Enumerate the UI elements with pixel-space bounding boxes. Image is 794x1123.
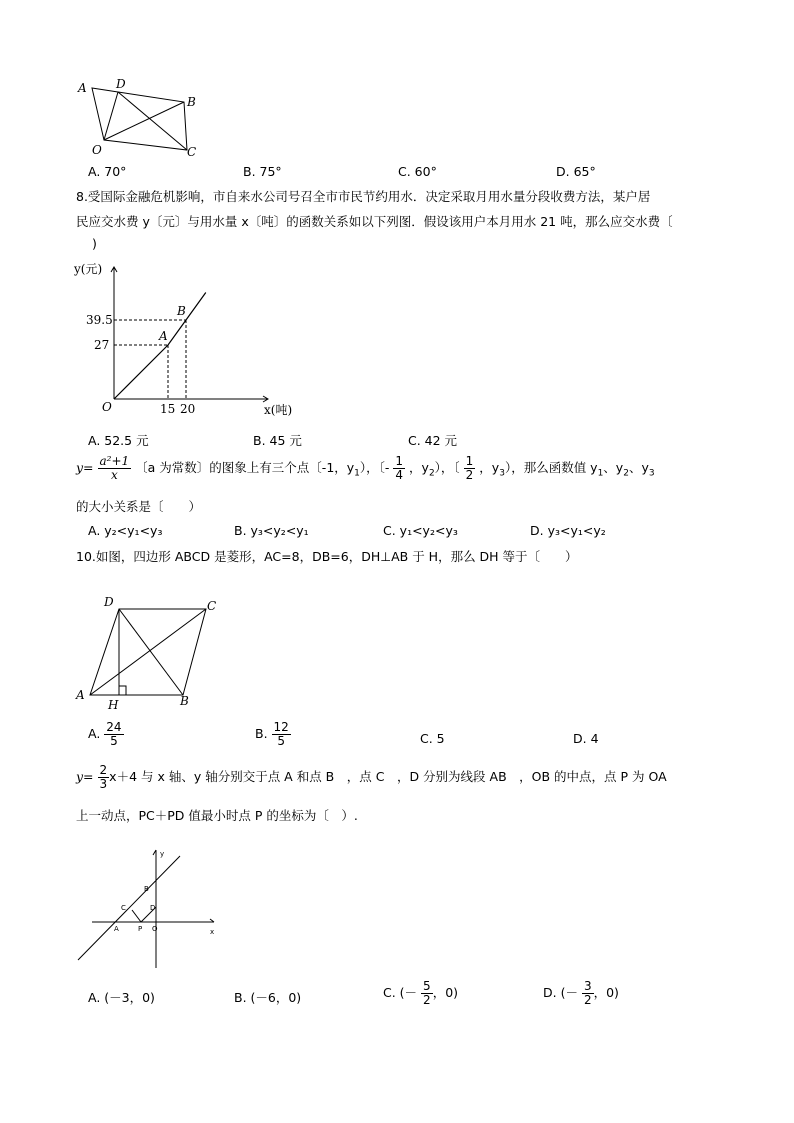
q11-label-o: O (152, 925, 158, 933)
q9-fraction-half: $\frac{1}{2}$ (465, 454, 474, 482)
q7-option-d[interactable]: D. 65° (556, 164, 596, 179)
q10-label-h: H (108, 698, 119, 712)
q10-option-a[interactable]: A. $\frac{24}{5}$ (88, 720, 122, 748)
origin-label: O (102, 400, 112, 414)
q9-fraction: $\frac{\text{a²+1}}{x}$ (99, 454, 130, 482)
q10-stem: 10.如图，四边形 ABCD 是菱形，AC=8，DB=6，DH⊥AB 于 H，那么 DH 等于〔 ） (76, 549, 578, 564)
q11-label-y: y (160, 850, 165, 858)
q11-label-x: x (210, 928, 215, 936)
q9-option-c[interactable]: C. y₁<y₂<y₃ (383, 523, 458, 538)
q9-y-eq: y= (76, 460, 94, 475)
q8-chart (70, 255, 310, 425)
q10-label-d: D (104, 595, 114, 609)
q8-option-a[interactable]: A. 52.5 元 (88, 433, 149, 448)
q8-stem-line2: 民应交水费 y〔元〕与用水量 x〔吨〕的函数关系如以下列图．假设该用户本月用水 21 吨，那么应交水费〔 (76, 214, 673, 229)
q11-stem-line2: 上一动点，PC＋PD 值最小时点 P 的坐标为〔 ）. (76, 808, 358, 823)
point-label-a: A (159, 329, 168, 343)
q9-option-d[interactable]: D. y₃<y₁<y₂ (530, 523, 606, 538)
y-tick-39-5: 39.5 (86, 313, 113, 327)
q11-option-a[interactable]: A. (－3，0) (88, 990, 155, 1005)
q11-label-d: D (150, 904, 156, 912)
q11-option-c[interactable]: C. (－ $\frac{5}{2}$ ，0) (383, 979, 459, 1007)
q9-fraction-quarter: $\frac{1}{4}$ (395, 454, 404, 482)
q7-label-d: D (116, 77, 126, 91)
y-axis-label: y(元) (74, 262, 103, 276)
q7-label-o: O (92, 143, 102, 157)
point-label-b: B (177, 304, 186, 318)
q9-stem-line1: y= $\frac{\text{a²+1}}{x}$ 〔a 为常数〕的图象上有三个点〔-1，$y_1$），〔- $\frac{1}{4}$ ，$y_2$），〔 $\frac{1}{2}$ ，$y_3$），那么函数值 $y_1$、$y_2$、$y_3$ (76, 454, 655, 482)
q7-option-b[interactable]: B. 75° (243, 164, 282, 179)
q10-option-c[interactable]: C. 5 (420, 731, 445, 746)
q7-label-b: B (187, 95, 196, 109)
series-line (114, 293, 206, 400)
q7-option-c[interactable]: C. 60° (398, 164, 437, 179)
x-tick-20: 20 (180, 402, 196, 416)
q11-option-b[interactable]: B. (－6，0) (234, 990, 302, 1005)
q10-option-b[interactable]: B. $\frac{12}{5}$ (255, 720, 289, 748)
q10-label-c: C (207, 599, 217, 613)
q8-option-b[interactable]: B. 45 元 (253, 433, 302, 448)
q7-figure (74, 74, 204, 164)
q11-y-eq: y= (76, 769, 94, 784)
q7-label-c: C (187, 145, 197, 159)
q11-fraction: $\frac{2}{3}$ (99, 763, 108, 791)
q9-option-a[interactable]: A. y₂<y₁<y₃ (88, 523, 163, 538)
q8-stem-line1: 8.受国际金融危机影响，市自来水公司号召全市市民节约用水．决定采取月用水量分段收费方法，某户居 (76, 189, 651, 204)
q11-label-c: C (121, 904, 126, 912)
q9-option-b[interactable]: B. y₃<y₂<y₁ (234, 523, 309, 538)
x-axis-label: x(吨) (264, 403, 293, 417)
q11-label-a: A (114, 925, 119, 933)
x-tick-15: 15 (160, 402, 176, 416)
q10-option-d[interactable]: D. 4 (573, 731, 599, 746)
q7-label-a: A (78, 81, 87, 95)
q10-label-a: A (76, 688, 85, 702)
q9-stem-line2: 的大小关系是〔 ） (76, 499, 202, 514)
q10-figure (72, 592, 232, 712)
q11-stem-line1: y= $\frac{2}{3}$ x＋4 与 x 轴、y 轴分别交于点 A 和点 B ，点 C ，D 分别为线段 AB ，OB 的中点，点 P 为 OA (76, 763, 667, 791)
q8-stem-line3: ) (92, 236, 97, 251)
q10-label-b: B (180, 694, 189, 708)
q11-label-p: P (138, 925, 143, 933)
q11-figure (74, 846, 224, 972)
q8-option-c[interactable]: C. 42 元 (408, 433, 458, 448)
q11-label-b: B (144, 885, 149, 893)
q7-option-a[interactable]: A. 70° (88, 164, 127, 179)
q11-option-d[interactable]: D. (－ $\frac{3}{2}$ ，0) (543, 979, 619, 1007)
y-tick-27: 27 (94, 338, 110, 352)
